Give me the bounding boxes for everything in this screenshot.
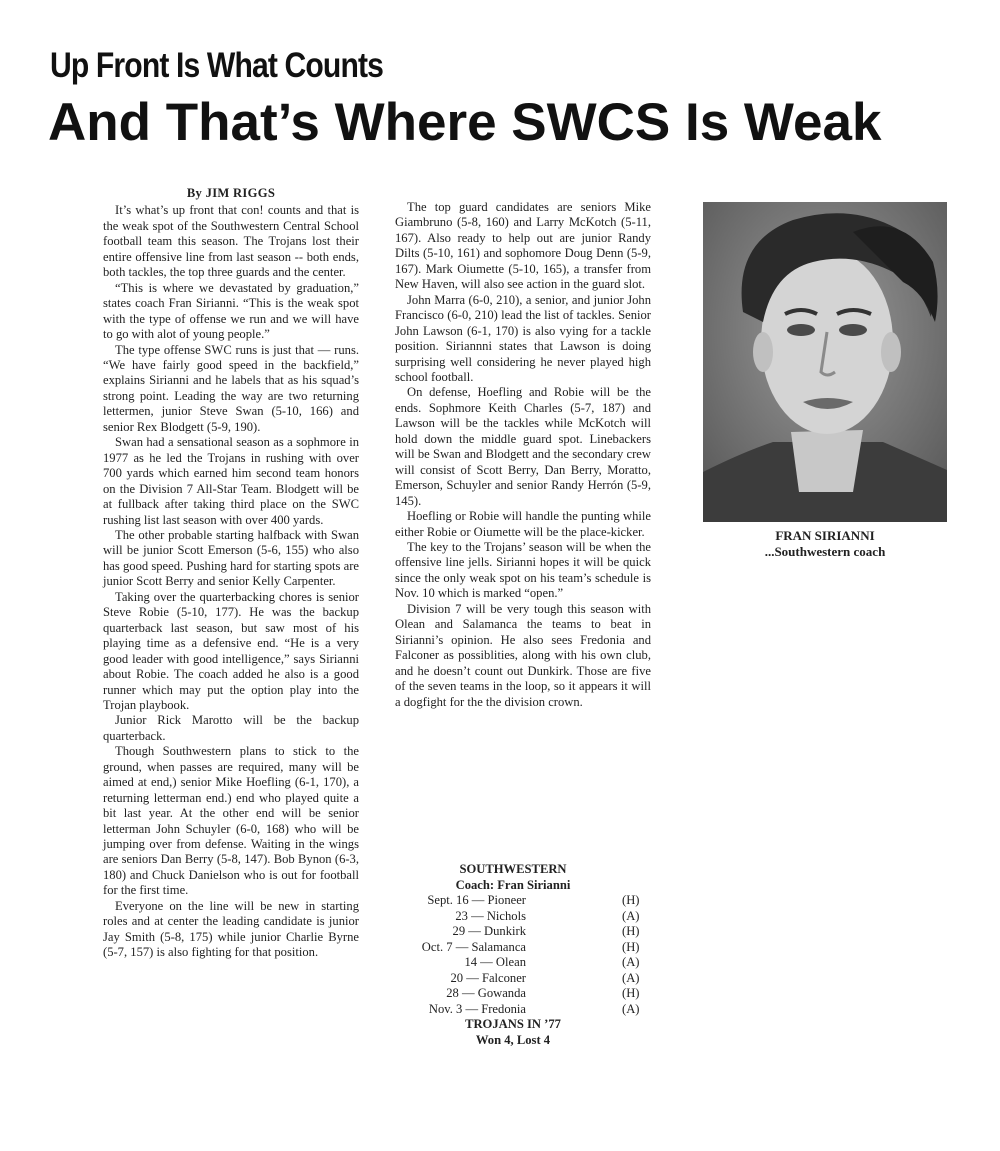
paragraph: Junior Rick Marotto will be the backup quarterback. <box>103 713 359 743</box>
schedule-row <box>378 1002 648 1018</box>
paragraph: Though Southwestern plans to stick to the ground, when passes are required, many will be aimed at end,) senior Mike Hoefling (6-1, 170), a returning letterman end.) end who played quite a bit last year. At the other end will be senior letterman John Schuyler (6-0, 168) who will be jumping over from defense. Waiting in the wings are seniors Dan Berry (5-8, 147). Bob Bynon (6-3, 180) and Chuck Danielson who is out for football for the first time. <box>103 744 359 898</box>
paragraph: Swan had a sensational season as a sophmore in 1977 as he led the Trojans in rushing with over 700 yards which earned him second team honors on the Division 7 All-Star Team. Blodgett will be at fullback after taking third place on the SWC rushing list last season with over 400 yards. <box>103 435 359 527</box>
paragraph: Division 7 will be very tough this season with Olean and Salamanca the teams to beat in Sirianni’s opinion. He also sees Fredonia and Falconer as possiblities, along with his own club, and he doesn’t count out Dunkirk. Those are five of the seven teams in the loop, so it appears it will a dogfight for the the division crown. <box>395 601 651 709</box>
paragraph: Everyone on the line will be new in starting roles and at center the leading candidate is junior Jay Smith (5-8, 175) while junior Charlie Byrne (5-7, 157) is also fighting for that position. <box>103 898 359 960</box>
schedule-row <box>378 909 648 925</box>
caption-name: FRAN SIRIANNI <box>775 528 875 543</box>
schedule-box <box>378 862 648 1048</box>
game-site: (H) <box>622 986 640 1000</box>
article-column-2 <box>395 200 651 710</box>
paragraph: Hoefling or Robie will handle the punting while either Robie or Oiumette will be the place-kicker. <box>395 509 651 539</box>
schedule-coach: Coach: Fran Sirianni <box>455 877 571 892</box>
paragraph: Taking over the quarterbacking chores is senior Steve Robie (5-10, 177). He was the backup quarterback last season, but saw most of his playing time as a defensive end. “He is a very good leader with good intelligence,” says Sirianni about Robie. The coach added he also is a good runner which may put the option play into the Trojan playbook. <box>103 589 359 712</box>
game-site: (H) <box>622 939 640 954</box>
photo-caption <box>703 528 947 560</box>
game-date-opponent: 28 — Gowanda <box>446 986 526 1000</box>
paragraph: The type offense SWC runs is just that — runs. “We have fairly good speed in the backfield,” explains Sirianni and he labels that as his squad’s strong point. Leading the way are two returning lettermen, junior Steve Swan (5-10, 166) and senior Rex Blodgett (5-9, 190). <box>103 342 359 434</box>
game-date-opponent: 23 — Nichols <box>455 908 526 923</box>
schedule-row <box>378 893 648 909</box>
caption-role: ...Southwestern coach <box>764 544 886 559</box>
game-date-opponent: Sept. 16 — Pioneer <box>427 893 526 907</box>
headline-kicker: Up Front Is What Counts <box>50 46 384 85</box>
game-site: (H) <box>622 924 640 938</box>
byline: By JIM RIGGS <box>186 186 276 200</box>
record-title: TROJANS IN ’77 <box>465 1017 561 1031</box>
game-date-opponent: 20 — Falconer <box>450 970 526 985</box>
paragraph: It’s what’s up front that con! counts and that is the weak spot of the Southwestern Central School football team this season. The Trojans lost their entire offensive line from last season -- both ends, both tackles, the top three guards and the center. <box>103 203 359 280</box>
game-site: (A) <box>622 1001 640 1016</box>
game-date-opponent: Oct. 7 — Salamanca <box>421 939 526 954</box>
headline-title: And That’s Where SWCS Is Weak <box>48 93 882 152</box>
game-date-opponent: 14 — Olean <box>464 955 526 969</box>
schedule-row <box>378 924 648 940</box>
paragraph: The key to the Trojans’ season will be when the offensive line jells. Sirianni hopes it will be quick since the only weak spot on his team’s schedule is Nov. 10 which is marked “open.” <box>395 539 651 601</box>
game-site: (A) <box>622 955 640 969</box>
schedule-row <box>378 971 648 987</box>
coach-photo <box>703 202 947 522</box>
schedule-row <box>378 940 648 956</box>
game-site: (A) <box>622 970 640 985</box>
game-date-opponent: Nov. 3 — Fredonia <box>428 1001 526 1016</box>
paragraph: John Marra (6-0, 210), a senior, and junior John Francisco (6-0, 210) lead the list of tackles. Senior John Lawson (6-1, 170) is also vying for a tackle position. Siriannni states that Lawson is doing surprising well considering he never played high school football. <box>395 292 651 384</box>
game-site: (A) <box>622 908 640 923</box>
game-date-opponent: 29 — Dunkirk <box>452 924 526 938</box>
paragraph: The other probable starting halfback with Swan will be junior Scott Emerson (5-6, 155) who also has good speed. Pushing hard for starting spots are junior Scott Berry and senior Kelly Carpenter. <box>103 527 359 589</box>
article-column-1 <box>103 186 359 961</box>
schedule-row <box>378 955 648 971</box>
schedule-title: SOUTHWESTERN <box>459 862 567 876</box>
paragraph: The top guard candidates are seniors Mike Giambruno (5-8, 160) and Larry McKotch (5-11, 167). Also ready to help out are junior Randy Dilts (5-10, 161) and sophomore Doug Denn (5-9, 167). Mark Oiumette (5-10, 165), a transfer from New Haven, will also see action in the guard slot. <box>395 200 651 292</box>
paragraph: “This is where we devastated by graduation,” states coach Fran Sirianni. “This is the weak spot with the type of offense we run and we will have to go with alot of young people.” <box>103 280 359 342</box>
paragraph: On defense, Hoefling and Robie will be the ends. Sophmore Keith Charles (5-7, 187) and Lawson will be the tackles while McKotch will hold down the middle guard spot. Linebackers will be Swan and Blodgett and the secondary crew will consist of Scott Berry, Dan Berry, Moratto, Emerson, Schuyler and senior Randy Herrón (5-9, 145). <box>395 385 651 508</box>
schedule-row <box>378 986 648 1002</box>
record-value: Won 4, Lost 4 <box>475 1032 551 1047</box>
game-site: (H) <box>622 893 640 907</box>
coach-portrait-icon <box>703 202 947 522</box>
